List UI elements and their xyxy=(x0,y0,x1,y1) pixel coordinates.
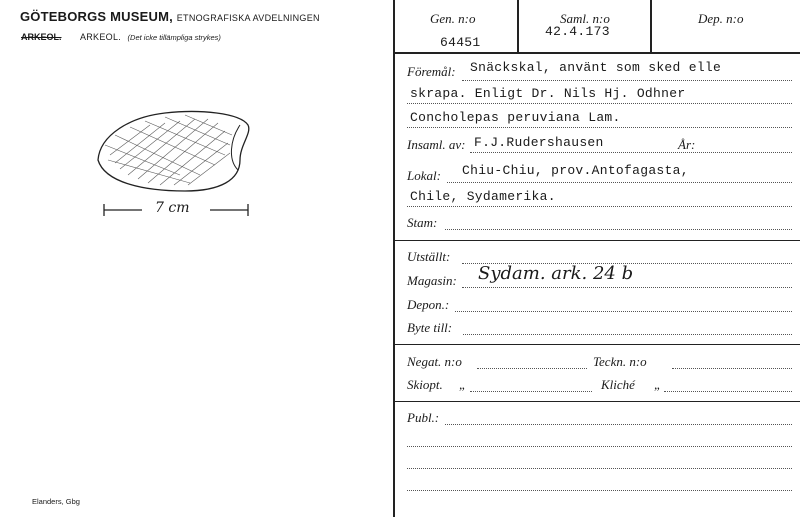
stam-label: Stam: xyxy=(407,215,438,230)
header-rule xyxy=(393,52,800,54)
publ-label: Publ.: xyxy=(407,410,440,425)
printer-imprint: Elanders, Gbg xyxy=(32,497,80,506)
teckn-label: Teckn. n:o xyxy=(593,354,647,369)
utstallt-label: Utställt: xyxy=(407,249,451,264)
gen-value: 64451 xyxy=(440,35,481,50)
lokal-line-1: Chiu-Chiu, prov.Antofagasta, xyxy=(462,163,689,178)
dep-label: Dep. n:o xyxy=(698,11,744,26)
header-divider-1 xyxy=(517,0,519,52)
department-name: ETNOGRAFISKA AVDELNINGEN xyxy=(176,13,320,23)
ar-label: År: xyxy=(678,137,696,152)
scale-label: 7 cm xyxy=(155,200,190,216)
arkeol-label: ARKEOL. xyxy=(79,32,122,42)
card-divider xyxy=(393,0,395,517)
magasin-value: Sydam. ark. 24 b xyxy=(478,263,634,284)
kliche-label: Kliché xyxy=(601,377,635,392)
byte-label: Byte till: xyxy=(407,320,453,335)
depon-label: Depon.: xyxy=(407,297,450,312)
negat-label: Negat. n:o xyxy=(407,354,462,369)
saml-value: 42.4.173 xyxy=(545,24,610,39)
insaml-label: Insaml. av: xyxy=(407,137,466,152)
magasin-label: Magasin: xyxy=(407,273,457,288)
insaml-value: F.J.Rudershausen xyxy=(474,135,604,150)
saml-label: Saml. n:o xyxy=(560,11,610,26)
skiopt-mark: „ xyxy=(459,377,467,392)
foremal-line-2: skrapa. Enligt Dr. Nils Hj. Odhner xyxy=(410,86,686,101)
foremal-line-3: Concholepas peruviana Lam. xyxy=(410,110,621,125)
struck-label: ARKEOL. xyxy=(21,32,62,42)
skiopt-label: Skiopt. xyxy=(407,377,443,392)
lokal-label: Lokal: xyxy=(407,168,441,183)
header-second-line xyxy=(21,27,221,45)
foremal-line-1: Snäckskal, använt som sked elle xyxy=(470,60,722,75)
gen-label: Gen. n:o xyxy=(430,11,476,26)
foremal-label: Föremål: xyxy=(407,64,456,79)
section-rule-2 xyxy=(393,344,800,345)
kliche-mark: „ xyxy=(654,377,662,392)
section-rule-1 xyxy=(393,240,800,241)
shell-drawing xyxy=(90,105,260,205)
lokal-line-2: Chile, Sydamerika. xyxy=(410,189,556,204)
strike-note: (Det icke tillämpliga strykes) xyxy=(127,33,221,42)
museum-name: GÖTEBORGS MUSEUM, ETNOGRAFISKA AVDELNINGEN xyxy=(20,9,320,24)
section-rule-3 xyxy=(393,401,800,402)
header-divider-2 xyxy=(650,0,652,52)
